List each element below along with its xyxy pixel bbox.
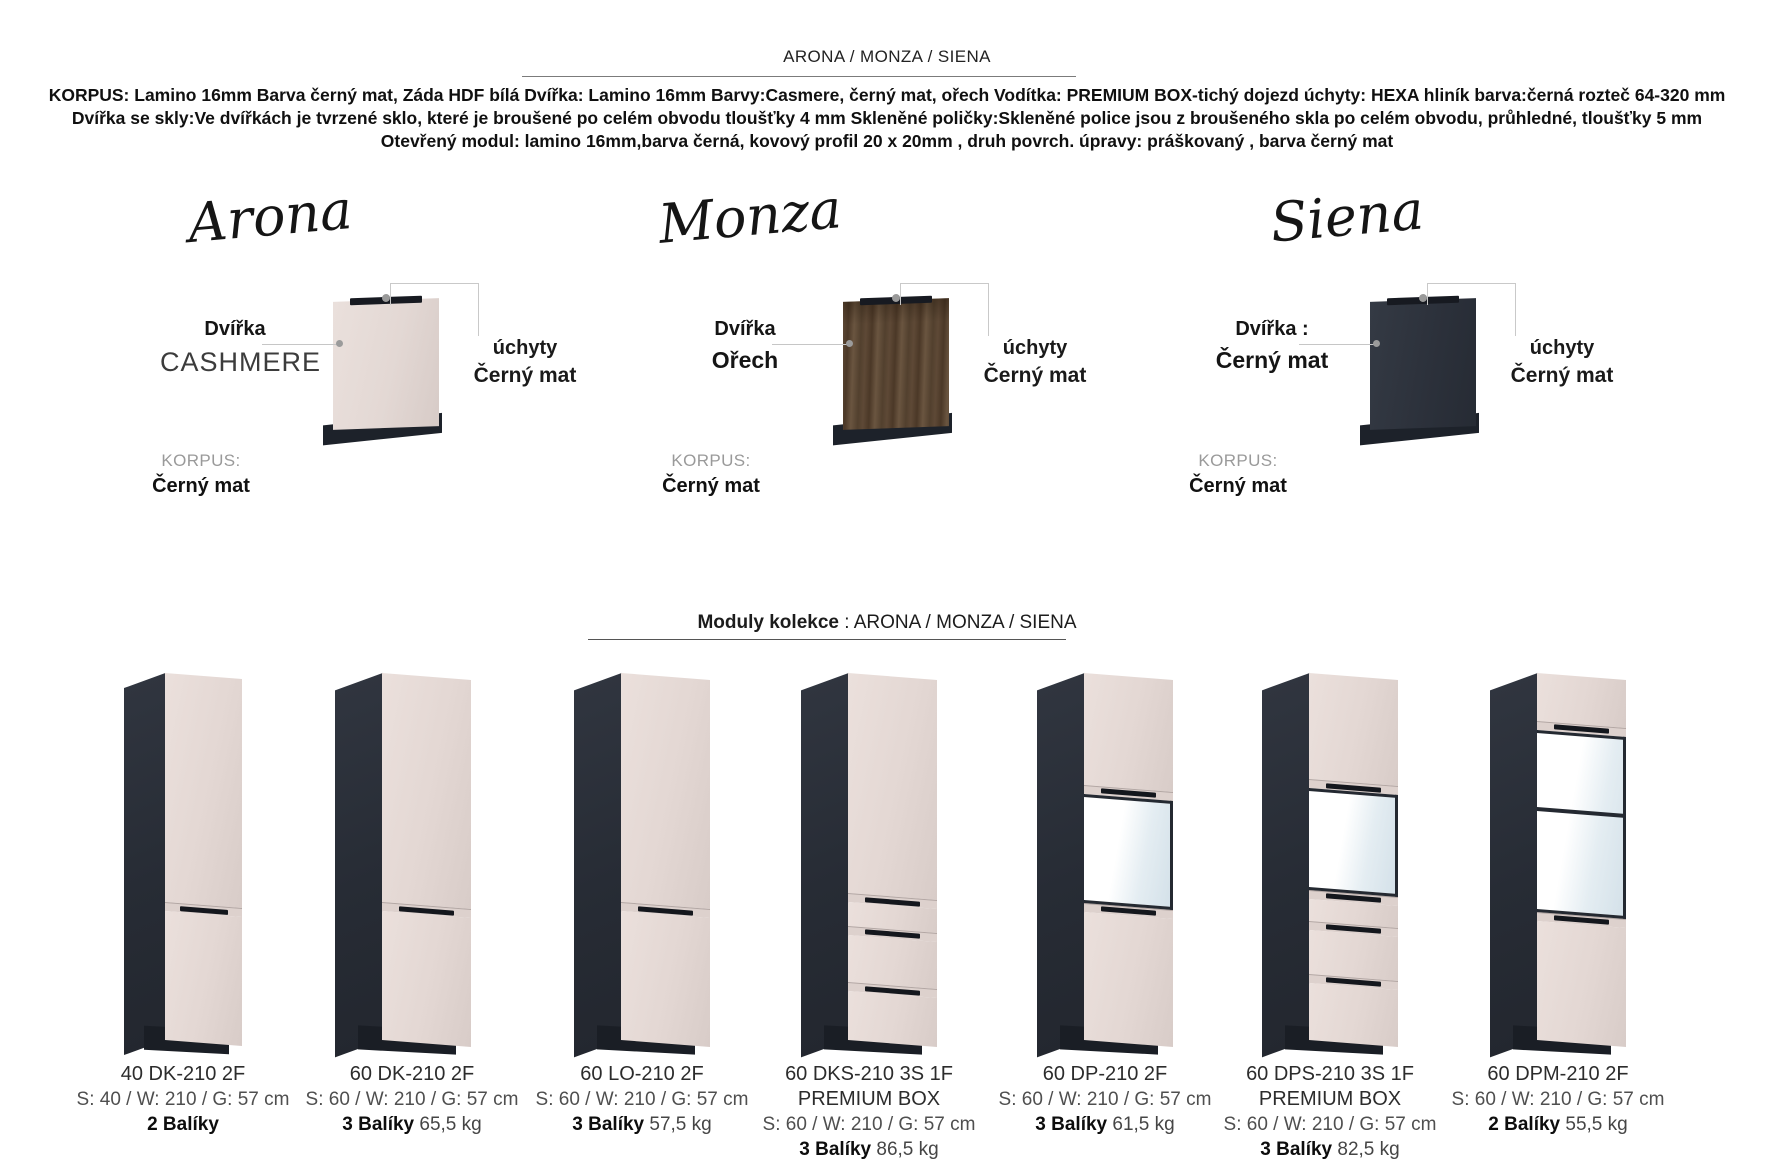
korpus-label-block [645, 451, 777, 498]
module-weight: 55,5 kg [1565, 1114, 1628, 1135]
cabinet-door-lower [621, 911, 710, 1047]
swatch-monza [610, 177, 1130, 515]
leader-dot-icon [846, 340, 853, 347]
korpus-label: KORPUS: [161, 451, 241, 470]
module-code-line2: PREMIUM BOX [1258, 1088, 1402, 1110]
page-title: ARONA / MONZA / SIENA [783, 47, 991, 66]
module-packages [63, 1112, 303, 1137]
module-packages [749, 1137, 989, 1162]
cabinet-side-panel [1037, 673, 1085, 1057]
cabinet-door-upper [382, 673, 471, 909]
cabinet-door-upper [1537, 673, 1626, 728]
door-label: Dvířka : [1235, 318, 1309, 340]
module-packages-count: 3 Balíky [1035, 1114, 1108, 1135]
handles-color-value: Černý mat [983, 364, 1087, 387]
cabinet-door-lower [1084, 912, 1173, 1047]
module-packages-count: 3 Balíky [342, 1114, 415, 1135]
module-weight: 65,5 kg [419, 1114, 482, 1135]
handles-label-block [970, 337, 1100, 388]
cabinet-graphic-60-dk-210-2f [335, 673, 471, 1053]
cabinet-front [848, 673, 937, 1047]
cabinet-door-upper [1309, 673, 1398, 786]
cabinet-door-upper [1084, 673, 1173, 792]
door-color-value: Černý mat [1215, 347, 1329, 373]
door-color-value: Ořech [711, 347, 779, 373]
module-weight: 57,5 kg [649, 1114, 712, 1135]
cabinet-door-lower [1537, 921, 1626, 1047]
module-packages-count: 2 Balíky [1488, 1114, 1561, 1135]
door-label-block [670, 318, 820, 374]
cabinet-drawer-3 [1309, 983, 1398, 1047]
module-dimensions: S: 40 / W: 210 / G: 57 cm [76, 1089, 290, 1110]
module-label-60-lo-210-2f [522, 1062, 762, 1137]
module-packages-count: 3 Balíky [1260, 1139, 1333, 1160]
leader-dot-icon [1373, 340, 1380, 347]
cabinet-door-upper [165, 673, 242, 908]
cabinet-front [1537, 673, 1626, 1047]
module-weight: 61,5 kg [1112, 1114, 1175, 1135]
module-dimensions: S: 60 / W: 210 / G: 57 cm [305, 1089, 519, 1110]
module-packages-count: 2 Balíky [147, 1114, 219, 1135]
module-dimensions: S: 60 / W: 210 / G: 57 cm [1451, 1089, 1665, 1110]
leader-bracket [390, 283, 479, 336]
module-label-60-dpm-210-2f [1438, 1062, 1678, 1137]
module-code: 60 DK-210 2F [349, 1063, 475, 1085]
module-packages-count: 3 Balíky [799, 1139, 872, 1160]
cabinet-graphic-40-dk-210-2f [124, 673, 242, 1053]
handles-label-block [1497, 337, 1627, 388]
cabinet-side-panel [1262, 673, 1310, 1057]
swatch-siena-script-name: Siena [1267, 178, 1427, 255]
cabinet-graphic-60-dps-210-3s-1f [1262, 673, 1398, 1053]
modules-title-rest: : ARONA / MONZA / SIENA [838, 612, 1077, 633]
title-underline [522, 76, 1076, 77]
module-code: 60 LO-210 2F [580, 1063, 704, 1085]
cabinet-door-lower [382, 911, 471, 1047]
korpus-color-value: Černý mat [1189, 475, 1287, 497]
cabinet-door-lower [165, 911, 242, 1046]
cabinet-drawer-2 [848, 935, 937, 990]
cabinet-front [382, 673, 471, 1047]
cabinet-graphic-60-dks-210-3s-1f [801, 673, 937, 1053]
cabinet-drawer-2 [1309, 930, 1398, 981]
cabinet-door-upper [621, 673, 710, 909]
module-label-60-dks-210-3s-1f [749, 1062, 989, 1162]
cabinet-front [1084, 673, 1173, 1047]
korpus-label: KORPUS: [671, 451, 751, 470]
cabinet-side-panel [1490, 673, 1538, 1057]
korpus-color-value: Černý mat [152, 475, 250, 497]
cabinet-oven-niche [1309, 788, 1398, 896]
handles-label: úchyty [492, 337, 558, 359]
module-code-line2: PREMIUM BOX [797, 1088, 941, 1110]
door-label-block [1197, 318, 1347, 374]
door-label: Dvířka [204, 318, 266, 340]
korpus-color-value: Černý mat [662, 475, 760, 497]
swatch-monza-script-name: Monza [655, 177, 845, 256]
leader-bracket [1427, 283, 1516, 336]
handles-label-block [460, 337, 590, 388]
module-code: 60 DPM-210 2F [1487, 1063, 1629, 1085]
door-label-block [160, 318, 322, 378]
description-line-3: Otevřený modul: lamino 16mm,barva černá, kovový profil 20 x 20mm , druh povrch. úpravy: práškovaný , barva černý mat [380, 131, 1394, 151]
module-label-60-dps-210-3s-1f [1210, 1062, 1450, 1162]
module-label-60-dp-210-2f [985, 1062, 1225, 1137]
module-packages [1210, 1137, 1450, 1162]
door-label: Dvířka [714, 318, 776, 340]
module-dimensions: S: 60 / W: 210 / G: 57 cm [998, 1089, 1212, 1110]
cabinet-graphic-60-dpm-210-2f [1490, 673, 1626, 1053]
cabinet-graphic-60-dp-210-2f [1037, 673, 1173, 1053]
modules-section-title [0, 612, 1774, 634]
module-packages-count: 3 Balíky [572, 1114, 645, 1135]
cabinet-drawer-3 [848, 991, 937, 1046]
swatch-arona-script-name: Arona [185, 177, 355, 256]
modules-title-bold: Moduly kolekce [697, 612, 839, 633]
leader-bracket [900, 283, 989, 336]
cabinet-side-panel [124, 673, 165, 1055]
handles-color-value: Černý mat [1510, 364, 1614, 387]
module-weight: 82,5 kg [1337, 1139, 1400, 1160]
module-packages [985, 1112, 1225, 1137]
door-color-value: CASHMERE [160, 347, 322, 377]
description-line-2: Dvířka se skly:Ve dvířkách je tvrzené sklo, které je broušené po celém obvodu tloušťky 4 mm Skleněné poličky:Skleněné police jsou z broušeného skla po celém obvodu, průhledné, tloušťky 5 mm [71, 108, 1703, 128]
module-packages [292, 1112, 532, 1137]
handles-label: úchyty [1529, 337, 1595, 359]
korpus-label-block [1172, 451, 1304, 498]
cabinet-door-upper [848, 673, 937, 900]
cabinet-front [1309, 673, 1398, 1047]
module-code: 60 DKS-210 3S 1F [785, 1063, 953, 1085]
cabinet-graphic-60-lo-210-2f [574, 673, 710, 1053]
module-packages [1438, 1112, 1678, 1137]
modules-title-underline [588, 639, 1066, 640]
cabinet-side-panel [574, 673, 622, 1057]
module-code: 40 DK-210 2F [120, 1063, 246, 1085]
module-dimensions: S: 60 / W: 210 / G: 57 cm [535, 1089, 749, 1110]
module-packages [522, 1112, 762, 1137]
handles-color-value: Černý mat [473, 364, 577, 387]
korpus-label-block [135, 451, 267, 498]
module-dimensions: S: 60 / W: 210 / G: 57 cm [762, 1114, 976, 1135]
cabinet-side-panel [801, 673, 849, 1057]
module-code: 60 DPS-210 3S 1F [1246, 1063, 1414, 1085]
cabinet-front [165, 673, 242, 1046]
cabinet-front [621, 673, 710, 1047]
materials-description [28, 84, 1746, 153]
module-label-40-dk-210-2f [63, 1062, 303, 1137]
cabinet-display-niche [1537, 730, 1626, 919]
cabinet-side-panel [335, 673, 383, 1057]
cabinet-oven-niche [1084, 794, 1173, 910]
description-line-1: KORPUS: Lamino 16mm Barva černý mat, Záda HDF bílá Dvířka: Lamino 16mm Barvy:Casmere, černý mat, ořech Vodítka: PREMIUM BOX-tichý dojezd úchyty: HEXA hliník barva:černá rozteč 64-320 mm [48, 85, 1726, 105]
swatch-siena [1137, 178, 1657, 515]
korpus-label: KORPUS: [1198, 451, 1278, 470]
swatch-arona [100, 177, 620, 515]
module-code: 60 DP-210 2F [1042, 1063, 1168, 1085]
handles-label: úchyty [1002, 337, 1068, 359]
leader-dot-icon [336, 340, 343, 347]
module-dimensions: S: 60 / W: 210 / G: 57 cm [1223, 1114, 1437, 1135]
module-label-60-dk-210-2f [292, 1062, 532, 1137]
module-weight: 86,5 kg [876, 1139, 939, 1160]
